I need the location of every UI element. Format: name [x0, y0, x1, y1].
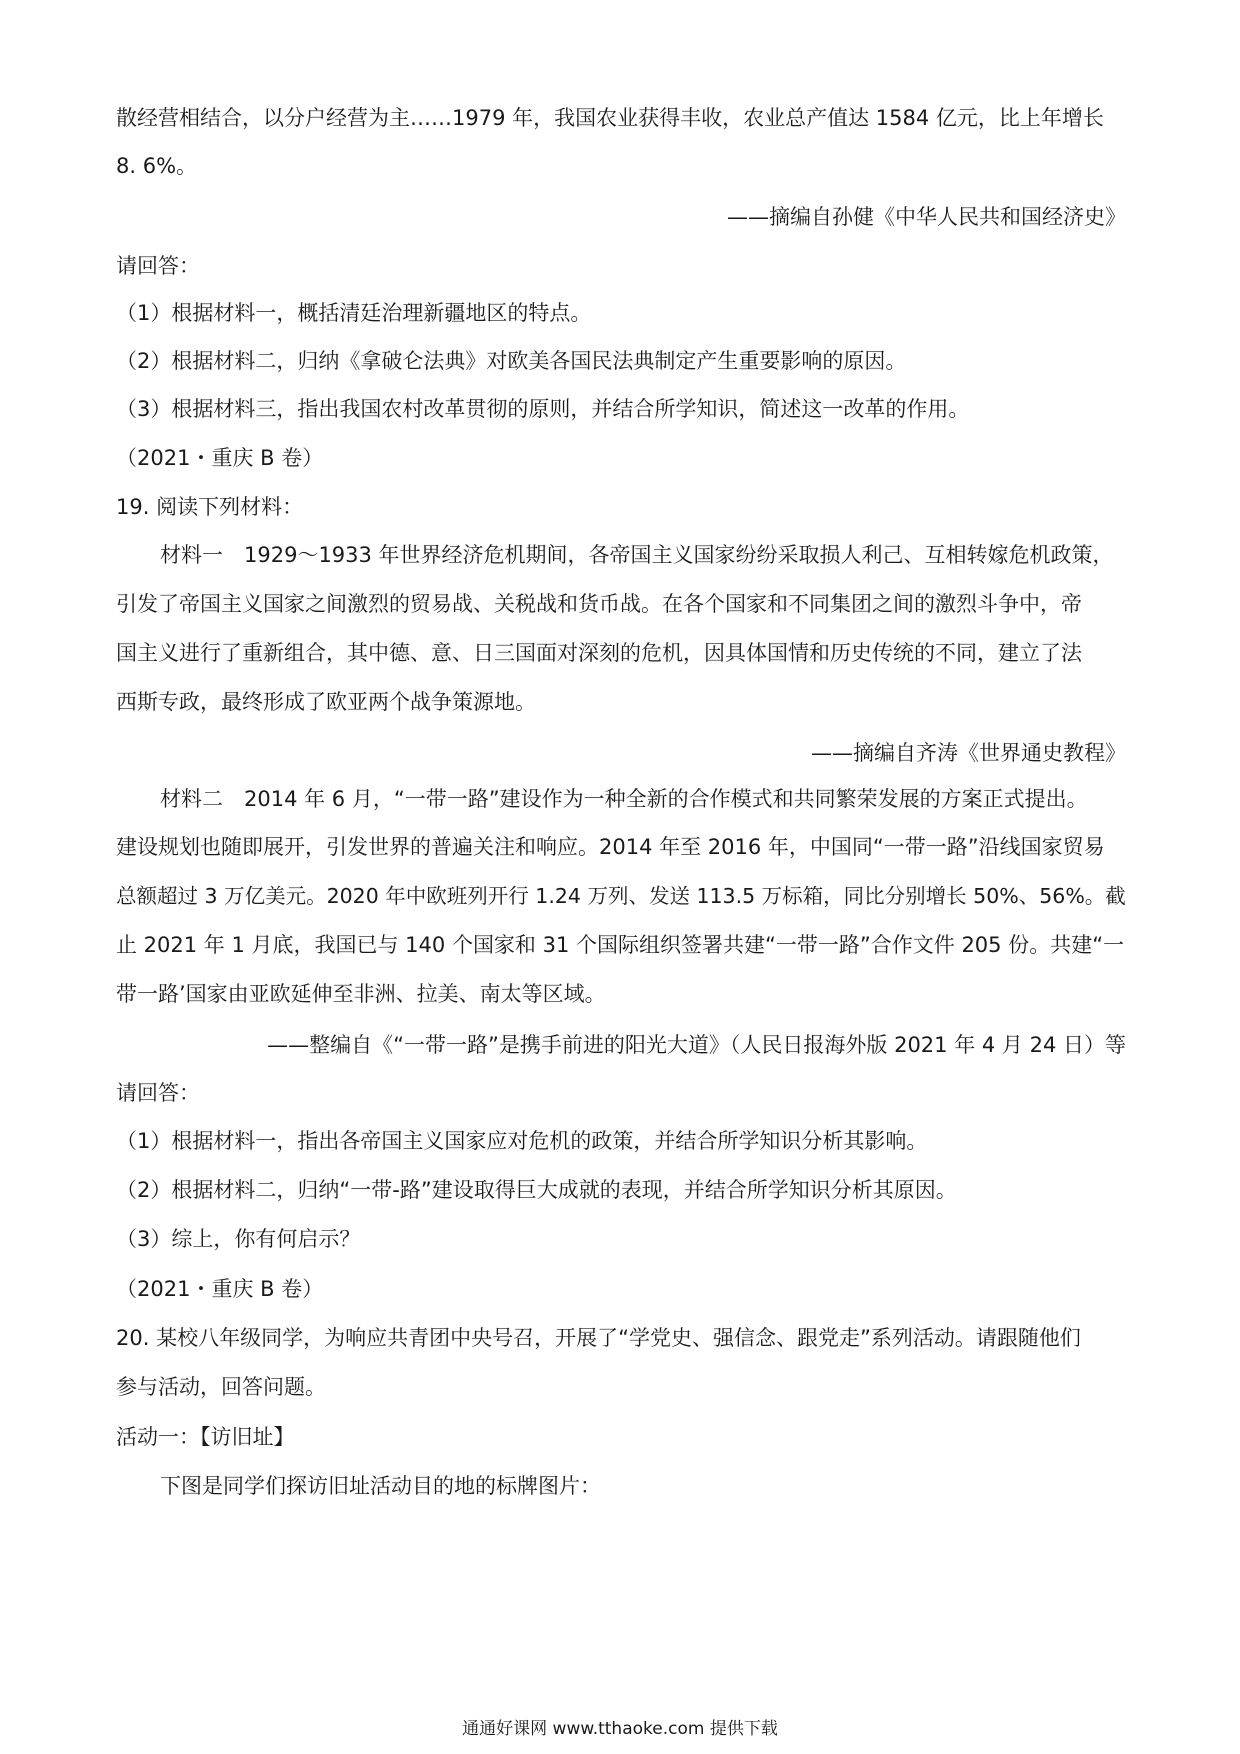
- activity-heading: 活动一：【访旧址】: [116, 1425, 295, 1449]
- exam-source: （2021・重庆 B 卷）: [116, 1277, 324, 1301]
- material-paragraph: 引发了帝国主义国家之间激烈的贸易战、关税战和货币战。在各个国家和不同集团之间的激烈斗争中，帝: [116, 592, 1082, 616]
- question-title: 20. 某校八年级同学，为响应共青团中央号召，开展了“学党史、强信念、跟党走”系列活动。请跟随他们: [116, 1326, 1081, 1350]
- material-paragraph: 国主义进行了重新组合，其中德、意、日三国面对深刻的危机，因具体国情和历史传统的不同，建立了法: [116, 641, 1082, 665]
- material-paragraph: 建设规划也随即展开，引发世界的普遍关注和响应。2014 年至 2016 年，中国同“一带一路”沿线国家贸易: [116, 835, 1105, 859]
- text-line: 散经营相结合，以分户经营为主……1979 年，我国农业获得丰收，农业总产值达 1584 亿元，比上年增长: [116, 106, 1104, 130]
- material-paragraph: 西斯专政，最终形成了欧亚两个战争策源地。: [116, 690, 536, 714]
- material-paragraph: 止 2021 年 1 月底，我国已与 140 个国家和 31 个国际组织签署共建“一带一路”合作文件 205 份。共建“一: [116, 933, 1125, 957]
- source-citation: ——摘编自孙健《中华人民共和国经济史》: [727, 205, 1126, 229]
- material-paragraph: 材料二 2014 年 6 月，“一带一路”建设作为一种全新的合作模式和共同繁荣发展的方案正式提出。: [160, 787, 1088, 811]
- question-item: （2）根据材料二，归纳《拿破仑法典》对欧美各国民法典制定产生重要影响的原因。: [116, 349, 907, 373]
- material-paragraph: 总额超过 3 万亿美元。2020 年中欧班列开行 1.24 万列、发送 113.5 万标箱，同比分别增长 50%、56%。截: [116, 884, 1126, 908]
- prompt-label: 请回答：: [116, 254, 200, 278]
- text-line: 下图是同学们探访旧址活动目的地的标牌图片：: [160, 1474, 601, 1498]
- source-citation: ——摘编自齐涛《世界通史教程》: [811, 741, 1126, 765]
- question-item: （1）根据材料一，指出各帝国主义国家应对危机的政策，并结合所学知识分析其影响。: [116, 1129, 928, 1153]
- question-item: （3）综上，你有何启示？: [116, 1227, 361, 1251]
- page-footer: 通通好课网 www.tthaoke.com 提供下载: [462, 1719, 778, 1739]
- material-paragraph: 材料一 1929～1933 年世界经济危机期间，各帝国主义国家纷纷采取损人利己、互相转嫁危机政策，: [160, 543, 1114, 567]
- source-citation: ——整编自《“一带一路”是携手前进的阳光大道》（人民日报海外版 2021 年 4 月 24 日）等: [267, 1033, 1126, 1057]
- question-title: 19. 阅读下列材料：: [116, 495, 304, 519]
- exam-source: （2021・重庆 B 卷）: [116, 446, 324, 470]
- text-line: 8. 6%。: [116, 154, 198, 178]
- question-item: （3）根据材料三，指出我国农村改革贯彻的原则，并结合所学知识，简述这一改革的作用。: [116, 397, 970, 421]
- question-item: （2）根据材料二，归纳“一带-路”建设取得巨大成就的表现，并结合所学知识分析其原因。: [116, 1178, 957, 1202]
- prompt-label: 请回答：: [116, 1081, 200, 1105]
- text-line: 参与活动，回答问题。: [116, 1375, 326, 1399]
- material-paragraph: 带一路’国家由亚欧延伸至非洲、拉美、南太等区域。: [116, 982, 606, 1006]
- question-item: （1）根据材料一，概括清廷治理新疆地区的特点。: [116, 301, 592, 325]
